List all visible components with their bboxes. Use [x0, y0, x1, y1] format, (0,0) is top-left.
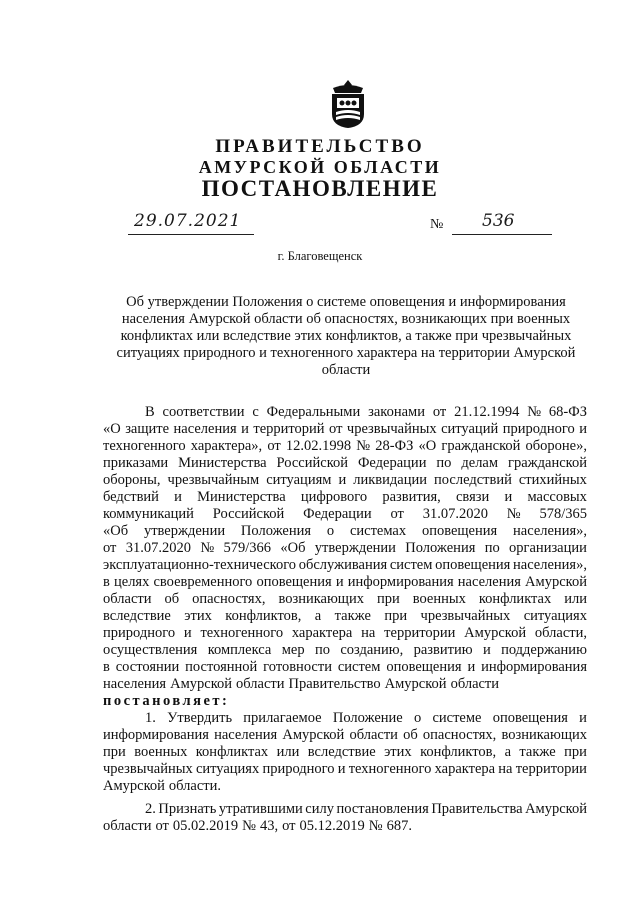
preamble-lines-line: обороны, чрезвычайным ситуациям и ликвидации последствий стихийных	[103, 472, 587, 488]
document-date: 29.07.2021	[134, 211, 242, 231]
preamble-lines-line: населения Амурской области Правительство Амурской области	[103, 676, 500, 692]
city-name: г. Благовещенск	[277, 249, 363, 263]
preamble-lines-line: в состоянии постоянной готовности систем оповещения и информирования	[103, 659, 587, 675]
title-line: области	[321, 362, 371, 378]
preamble-lines-line: вследствие этих конфликтов, а также при чрезвычайных ситуациях	[103, 608, 587, 624]
item1-lines-line: при военных конфликтах или вследствие этих конфликтов, а также при	[103, 744, 587, 760]
item1-lines-line: чрезвычайных ситуациях природного и техногенного характера на территории	[103, 761, 587, 777]
document-title	[112, 294, 580, 379]
item2-lines-line: области от 05.02.2019 № 43, от 05.12.2019 № 687.	[103, 818, 412, 834]
government-name-line2: АМУРСКОЙ ОБЛАСТИ	[198, 157, 442, 177]
government-name-line1: ПРАВИТЕЛЬСТВО	[215, 136, 425, 157]
preamble-lines-line: «Об утверждении Положения о системах оповещения населения»,	[103, 523, 587, 539]
title-line: ситуациях природного и техногенного характера на территории Амурской	[116, 345, 576, 361]
number-sign: №	[430, 217, 444, 232]
title-line: конфликтах или вследствие этих конфликтов, а также при чрезвычайных	[120, 328, 572, 344]
preamble-lines-line: коммуникаций Российской Федерации от 31.07.2020 № 578/365	[103, 506, 587, 522]
item1-lines-line: 1. Утвердить прилагаемое Положение о системе оповещения и	[145, 710, 587, 726]
preamble-lines-line: бедствий и Министерства цифрового развития, связи и массовых	[103, 489, 587, 505]
preamble-lines-line: от 31.07.2020 № 579/366 «Об утверждении Положения по организации	[103, 540, 587, 556]
preamble-lines-line: осуществления комплекса мер по созданию, развитию и поддержанию	[103, 642, 587, 658]
document-number: 536	[482, 211, 515, 231]
preamble-lines-line: В соответствии с Федеральными законами от 21.12.1994 № 68-ФЗ	[145, 404, 587, 420]
preamble-lines-line: техногенного характера», от 12.02.1998 № 28-ФЗ «О гражданской обороне»,	[103, 438, 587, 454]
item2-lines-line: 2. Признать утратившими силу постановления Правительства Амурской	[145, 801, 587, 817]
item1-lines-line: Амурской области.	[103, 778, 222, 794]
preamble-lines-line: приказами Министерства Российской Федерации по делам гражданской	[103, 455, 587, 471]
preamble-lines-line: в целях своевременного оповещения и информирования населения Амурской	[103, 574, 587, 590]
preamble-lines-line: эксплуатационно-технического обслуживания систем оповещения населения»,	[103, 557, 587, 573]
preamble-lines-line: области об опасностях, возникающих при военных конфликтах или	[103, 591, 587, 607]
resolves-word: постановляет:	[103, 693, 230, 709]
document-body	[103, 404, 587, 835]
title-line: населения Амурской области об опасностях, возникающих при военных	[121, 311, 571, 327]
coat-of-arms-emblem	[327, 78, 369, 130]
document-type-heading: ПОСТАНОВЛЕНИЕ	[201, 176, 439, 201]
preamble-lines-line: природного и техногенного характера на территории Амурской области,	[103, 625, 587, 641]
item1-lines-line: информирования населения Амурской области об опасностях, возникающих	[103, 727, 587, 743]
title-line: Об утверждении Положения о системе оповещения и информирования	[126, 294, 566, 310]
preamble-lines-line: «О защите населения и территорий от чрезвычайных ситуаций природного и	[103, 421, 587, 437]
